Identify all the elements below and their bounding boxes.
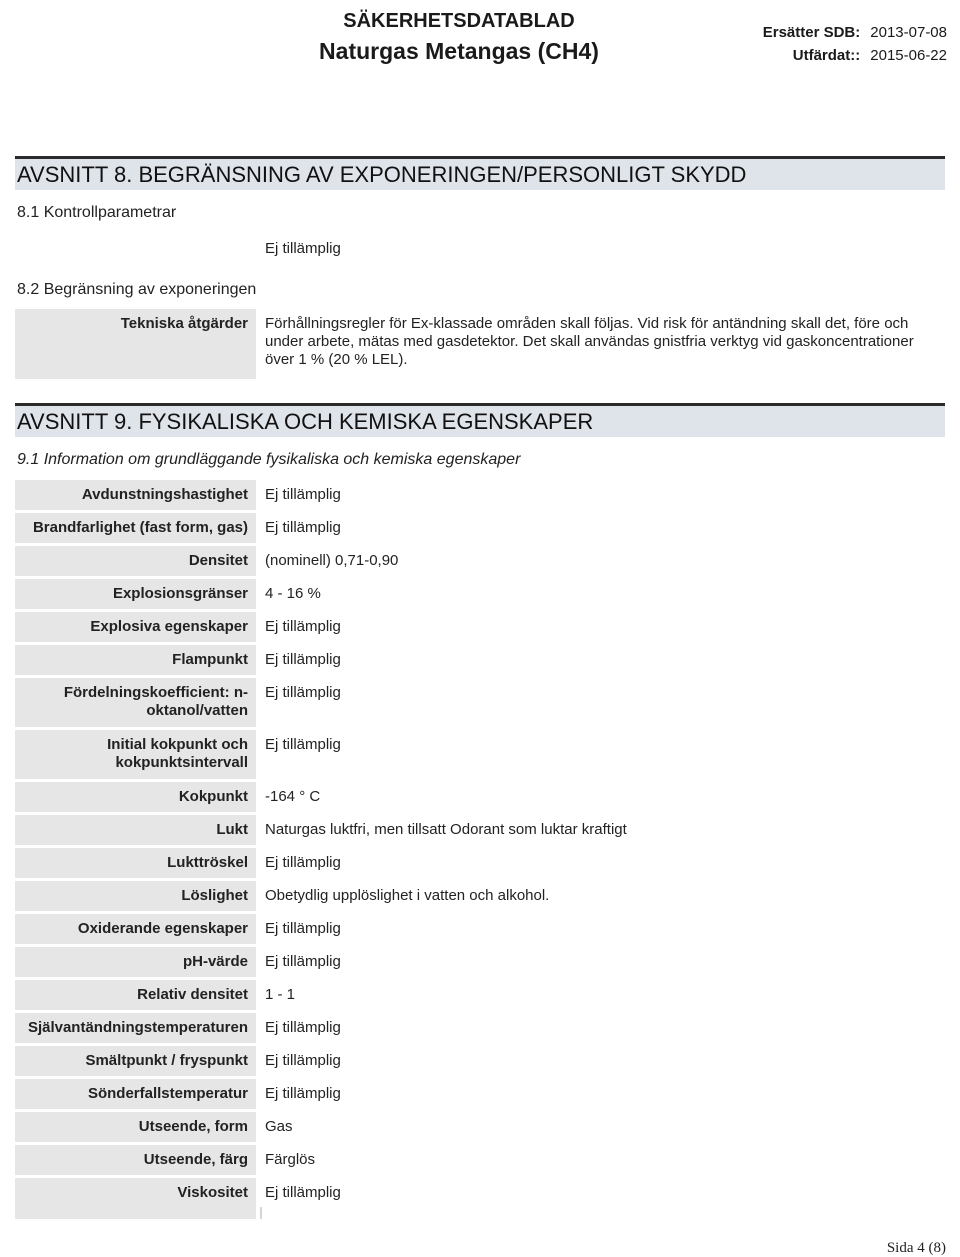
header-product-title: Naturgas Metangas (CH4) <box>319 38 599 64</box>
property-row <box>15 914 945 944</box>
property-label: Initial kokpunkt och kokpunktsintervall <box>15 730 256 779</box>
property-row <box>15 579 945 609</box>
property-value: Naturgas luktfri, men tillsatt Odorant som luktar kraftigt <box>265 821 627 838</box>
property-label: Densitet <box>15 546 256 576</box>
section-8-heading: AVSNITT 8. BEGRÄNSNING AV EXPONERINGEN/PERSONLIGT SKYDD <box>15 156 945 190</box>
property-label: Brandfarlighet (fast form, gas) <box>15 513 256 543</box>
issued-label: Utfärdat:: <box>792 47 861 64</box>
subsection-8-2-title: 8.2 Begränsning av exponeringen <box>17 281 257 298</box>
property-value: Ej tillämplig <box>265 920 341 937</box>
property-value: Ej tillämplig <box>265 651 341 668</box>
property-label: Utseende, färg <box>15 1145 256 1175</box>
property-value: Ej tillämplig <box>265 1184 341 1201</box>
property-label: Oxiderande egenskaper <box>15 914 256 944</box>
property-value: Gas <box>265 1118 293 1135</box>
technical-measures-row <box>15 309 945 379</box>
replaces-date: 2013-07-08 <box>870 24 947 41</box>
property-row <box>15 513 945 543</box>
replaces-label: Ersätter SDB: <box>762 24 861 41</box>
property-value: Färglös <box>265 1151 316 1168</box>
property-label: Relativ densitet <box>15 980 256 1010</box>
property-row <box>15 881 945 911</box>
property-value: Ej tillämplig <box>265 486 341 503</box>
property-label: Fördelningskoefficient: n-oktanol/vatten <box>15 678 256 727</box>
property-row <box>15 1145 945 1175</box>
technical-measures-value: Förhållningsregler för Ex-klassade områden skall följas. Vid risk för antändning skall det, före och under arbete, mätas med gasdetektor. Det skall användas gnistfria verktyg vid gaskoncentrationer över 1 % (20 % LEL). <box>265 315 914 368</box>
header-issued <box>793 47 947 64</box>
property-value: Ej tillämplig <box>265 1019 341 1036</box>
property-value: 4 - 16 % <box>265 585 321 602</box>
property-value: Ej tillämplig <box>265 1052 341 1069</box>
property-row <box>15 1079 945 1109</box>
property-label: Explosionsgränser <box>15 579 256 609</box>
property-value: Ej tillämplig <box>265 618 341 635</box>
property-label: Avdunstningshastighet <box>15 480 256 510</box>
property-value: (nominell) 0,71-0,90 <box>265 552 399 569</box>
property-label: Explosiva egenskaper <box>15 612 256 642</box>
property-row <box>15 678 945 727</box>
property-row <box>15 645 945 675</box>
property-row <box>15 1013 945 1043</box>
property-label: Lukttröskel <box>15 848 256 878</box>
property-label: Självantändningstemperaturen <box>15 1013 256 1043</box>
property-label: pH-värde <box>15 947 256 977</box>
property-value: Ej tillämplig <box>265 684 341 701</box>
property-label: Viskositet <box>15 1178 256 1208</box>
property-label: Utseende, form <box>15 1112 256 1142</box>
property-row <box>15 1178 945 1208</box>
subsection-9-1-title: 9.1 Information om grundläggande fysikaliska och kemiska egenskaper <box>17 451 521 468</box>
header-replaces <box>763 24 947 41</box>
property-row <box>15 546 945 576</box>
property-row <box>15 730 945 779</box>
property-row <box>15 980 945 1010</box>
property-row <box>15 848 945 878</box>
property-value: Ej tillämplig <box>265 854 341 871</box>
property-label: Flampunkt <box>15 645 256 675</box>
subsection-8-1-title: 8.1 Kontrollparametrar <box>17 204 177 221</box>
property-row <box>15 782 945 812</box>
property-label: Lukt <box>15 815 256 845</box>
subsection-8-1-value: Ej tillämplig <box>265 240 341 257</box>
technical-measures-label: Tekniska åtgärder <box>15 309 256 379</box>
property-row <box>15 815 945 845</box>
property-value: Ej tillämplig <box>265 736 341 753</box>
property-row <box>15 1112 945 1142</box>
property-value: -164 ° C <box>265 788 321 805</box>
property-value: Ej tillämplig <box>265 1085 341 1102</box>
property-label: Smältpunkt / fryspunkt <box>15 1046 256 1076</box>
property-label: Löslighet <box>15 881 256 911</box>
property-row <box>15 612 945 642</box>
property-value: Ej tillämplig <box>265 519 341 536</box>
property-label: Kokpunkt <box>15 782 256 812</box>
property-row <box>15 480 945 510</box>
property-value: Ej tillämplig <box>265 953 341 970</box>
header-doc-title: SÄKERHETSDATABLAD <box>343 10 575 32</box>
property-value: Obetydlig upplöslighet i vatten och alkohol. <box>265 887 550 904</box>
property-value: 1 - 1 <box>265 986 296 1003</box>
issued-date: 2015-06-22 <box>870 47 947 64</box>
table-end-fragment <box>15 1207 262 1219</box>
property-label: Sönderfallstemperatur <box>15 1079 256 1109</box>
property-row <box>15 1046 945 1076</box>
property-row <box>15 947 945 977</box>
page-number: Sida 4 (8) <box>886 1240 946 1256</box>
section-9-heading: AVSNITT 9. FYSIKALISKA OCH KEMISKA EGENSKAPER <box>15 403 945 437</box>
